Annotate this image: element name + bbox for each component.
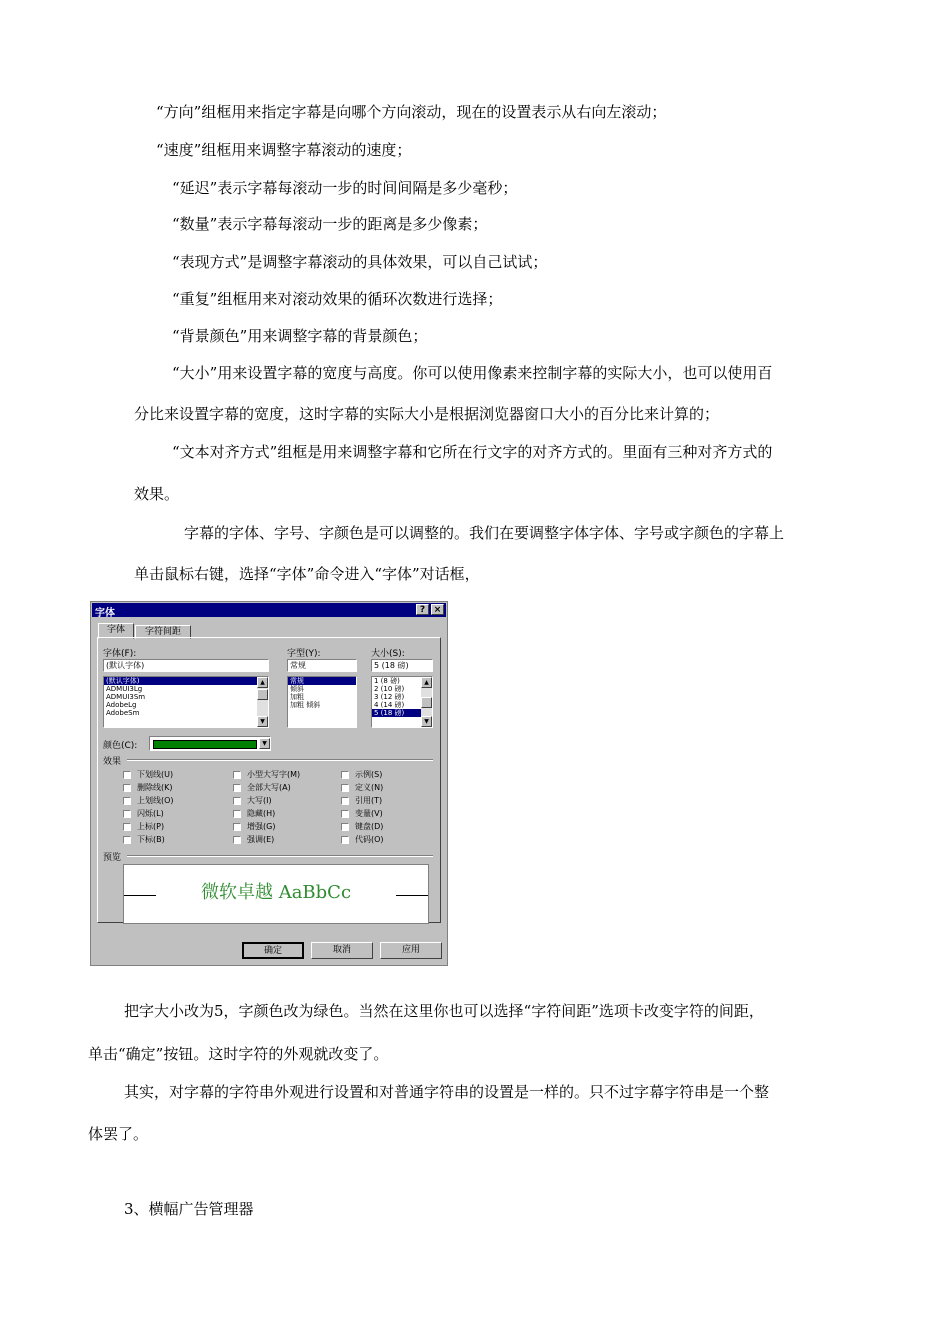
scroll-thumb[interactable] [257,689,268,700]
effect-checkbox[interactable] [233,836,241,844]
color-swatch [153,740,257,749]
paragraph: “文本对齐方式”组框是用来调整字幕和它所在行文字的对齐方式的。里面有三种对齐方式的 [172,443,773,461]
paragraph: “延迟”表示字幕每滚动一步的时间间隔是多少毫秒； [172,179,518,197]
style-label: 字型(Y): [287,649,321,659]
effect-label: 隐藏(H) [247,809,276,818]
preview-label: 预览 [103,853,122,863]
paragraph: 字幕的字体、字号、字颜色是可以调整的。我们在要调整字体字体、字号或字颜色的字幕上 [184,524,785,542]
scrollbar[interactable] [421,677,432,727]
help-button[interactable]: ? [416,604,429,615]
chevron-down-icon[interactable]: ▼ [259,738,270,749]
effect-label: 定义(N) [355,783,384,792]
size-list[interactable] [371,676,433,728]
effect-label: 删除线(K) [137,783,173,792]
effect-label: 代码(O) [355,835,384,844]
section-heading: 3、横幅广告管理器 [124,1200,254,1218]
effect-label: 引用(T) [355,796,383,805]
style-list[interactable] [287,676,357,728]
effect-label: 上标(P) [137,822,165,831]
paragraph: “重复”组框用来对滚动效果的循环次数进行选择； [172,290,503,308]
font-list[interactable] [103,676,269,728]
font-input[interactable]: (默认字体) [103,659,269,672]
paragraph: 单击“确定”按钮。这时字符的外观就改变了。 [88,1045,389,1063]
paragraph: “方向”组框用来指定字幕是向哪个方向滚动，现在的设置表示从右向左滚动； [156,103,667,121]
effect-checkbox[interactable] [341,810,349,818]
font-label: 字体(F): [103,649,137,659]
list-item[interactable]: 倾斜 [290,685,304,693]
list-item[interactable]: 加粗 [290,693,304,701]
paragraph: 体罢了。 [88,1125,149,1143]
paragraph: “大小”用来设置字幕的宽度与高度。你可以使用像素来控制字幕的实际大小，也可以使用百 [172,364,773,382]
effect-checkbox[interactable] [233,823,241,831]
preview-text: 微软卓越 AaBbCc [200,882,352,903]
ok-button[interactable]: 确定 [242,942,304,959]
dialog-titlebar [92,603,446,617]
list-item[interactable]: 常规 [288,677,356,685]
dialog-title: 字体 [95,608,115,619]
list-item[interactable]: 3 (12 磅) [374,693,405,701]
paragraph: 分比来设置字幕的宽度，这时字幕的实际大小是根据浏览器窗口大小的百分比来计算的； [134,405,720,423]
effect-label: 下标(B) [137,835,165,844]
effect-checkbox[interactable] [233,784,241,792]
list-item[interactable]: 5 (18 磅) [372,709,432,717]
font-dialog [90,601,448,966]
close-button[interactable]: × [431,604,444,615]
color-label: 颜色(C): [103,741,138,751]
effect-checkbox[interactable] [341,836,349,844]
paragraph: 其实，对字幕的字符串外观进行设置和对普通字符串的设置是一样的。只不过字幕字符串是一个整 [124,1083,770,1101]
effect-label: 全部大写(A) [247,783,291,792]
paragraph: 把字大小改为5，字颜色改为绿色。当然在这里你也可以选择“字符间距”选项卡改变字符的间距， [124,1002,764,1020]
tab-char-spacing[interactable]: 字符间距 [135,625,191,639]
effect-label: 增强(G) [247,822,276,831]
list-item[interactable]: (默认字体) [104,677,268,685]
effect-label: 闪烁(L) [137,809,164,818]
effect-label: 键盘(D) [355,822,384,831]
style-input[interactable]: 常规 [287,659,357,672]
effect-checkbox[interactable] [233,771,241,779]
cancel-button[interactable]: 取消 [311,942,373,959]
list-item[interactable]: 1 (8 磅) [374,677,400,685]
paragraph: “数量”表示字幕每滚动一步的距离是多少像素； [172,215,488,233]
size-input[interactable]: 5 (18 磅) [371,659,433,672]
effect-label: 强调(E) [247,835,275,844]
effect-checkbox[interactable] [341,797,349,805]
list-item[interactable]: AdobeSm [106,709,140,717]
scrollbar[interactable] [257,677,268,727]
effect-checkbox[interactable] [123,810,131,818]
list-item[interactable]: 2 (10 磅) [374,685,405,693]
paragraph: “速度”组框用来调整字幕滚动的速度； [156,141,412,159]
list-item[interactable]: ADMUI3Sm [106,693,146,701]
paragraph: “表现方式”是调整字幕滚动的具体效果，可以自己试试； [172,253,548,271]
list-item[interactable]: ADMUI3Lg [106,685,143,693]
effect-checkbox[interactable] [123,836,131,844]
effect-checkbox[interactable] [123,771,131,779]
effect-checkbox[interactable] [123,797,131,805]
apply-button[interactable]: 应用 [380,942,442,959]
scroll-thumb[interactable] [421,697,432,708]
paragraph: 单击鼠标右键，选择“字体”命令进入“字体”对话框， [134,565,480,583]
effect-label: 大写(I) [247,796,272,805]
effect-label: 示例(S) [355,770,383,779]
paragraph: “背景颜色”用来调整字幕的背景颜色； [172,327,428,345]
effect-checkbox[interactable] [233,810,241,818]
divider [127,855,433,857]
scroll-down-icon[interactable]: ▼ [257,716,268,727]
tab-font[interactable]: 字体 [98,623,134,639]
effect-label: 小型大写字(M) [247,770,301,779]
effect-label: 变量(V) [355,809,383,818]
scroll-up-icon[interactable]: ▲ [257,677,268,688]
effect-label: 下划线(U) [137,770,174,779]
size-label: 大小(S): [371,649,405,659]
effect-checkbox[interactable] [341,784,349,792]
scroll-up-icon[interactable]: ▲ [421,677,432,688]
list-item[interactable]: AdobeLg [106,701,137,709]
paragraph: 效果。 [134,485,180,503]
effect-checkbox[interactable] [341,771,349,779]
effect-label: 上划线(O) [137,796,174,805]
scroll-down-icon[interactable]: ▼ [421,716,432,727]
divider [127,759,433,761]
effect-checkbox[interactable] [233,797,241,805]
effect-checkbox[interactable] [341,823,349,831]
effect-checkbox[interactable] [123,823,131,831]
effects-label: 效果 [103,757,122,767]
preview-box [123,864,429,924]
effect-checkbox[interactable] [123,784,131,792]
list-item[interactable]: 加粗 倾斜 [290,701,321,709]
list-item[interactable]: 4 (14 磅) [374,701,405,709]
color-select[interactable] [149,736,271,751]
